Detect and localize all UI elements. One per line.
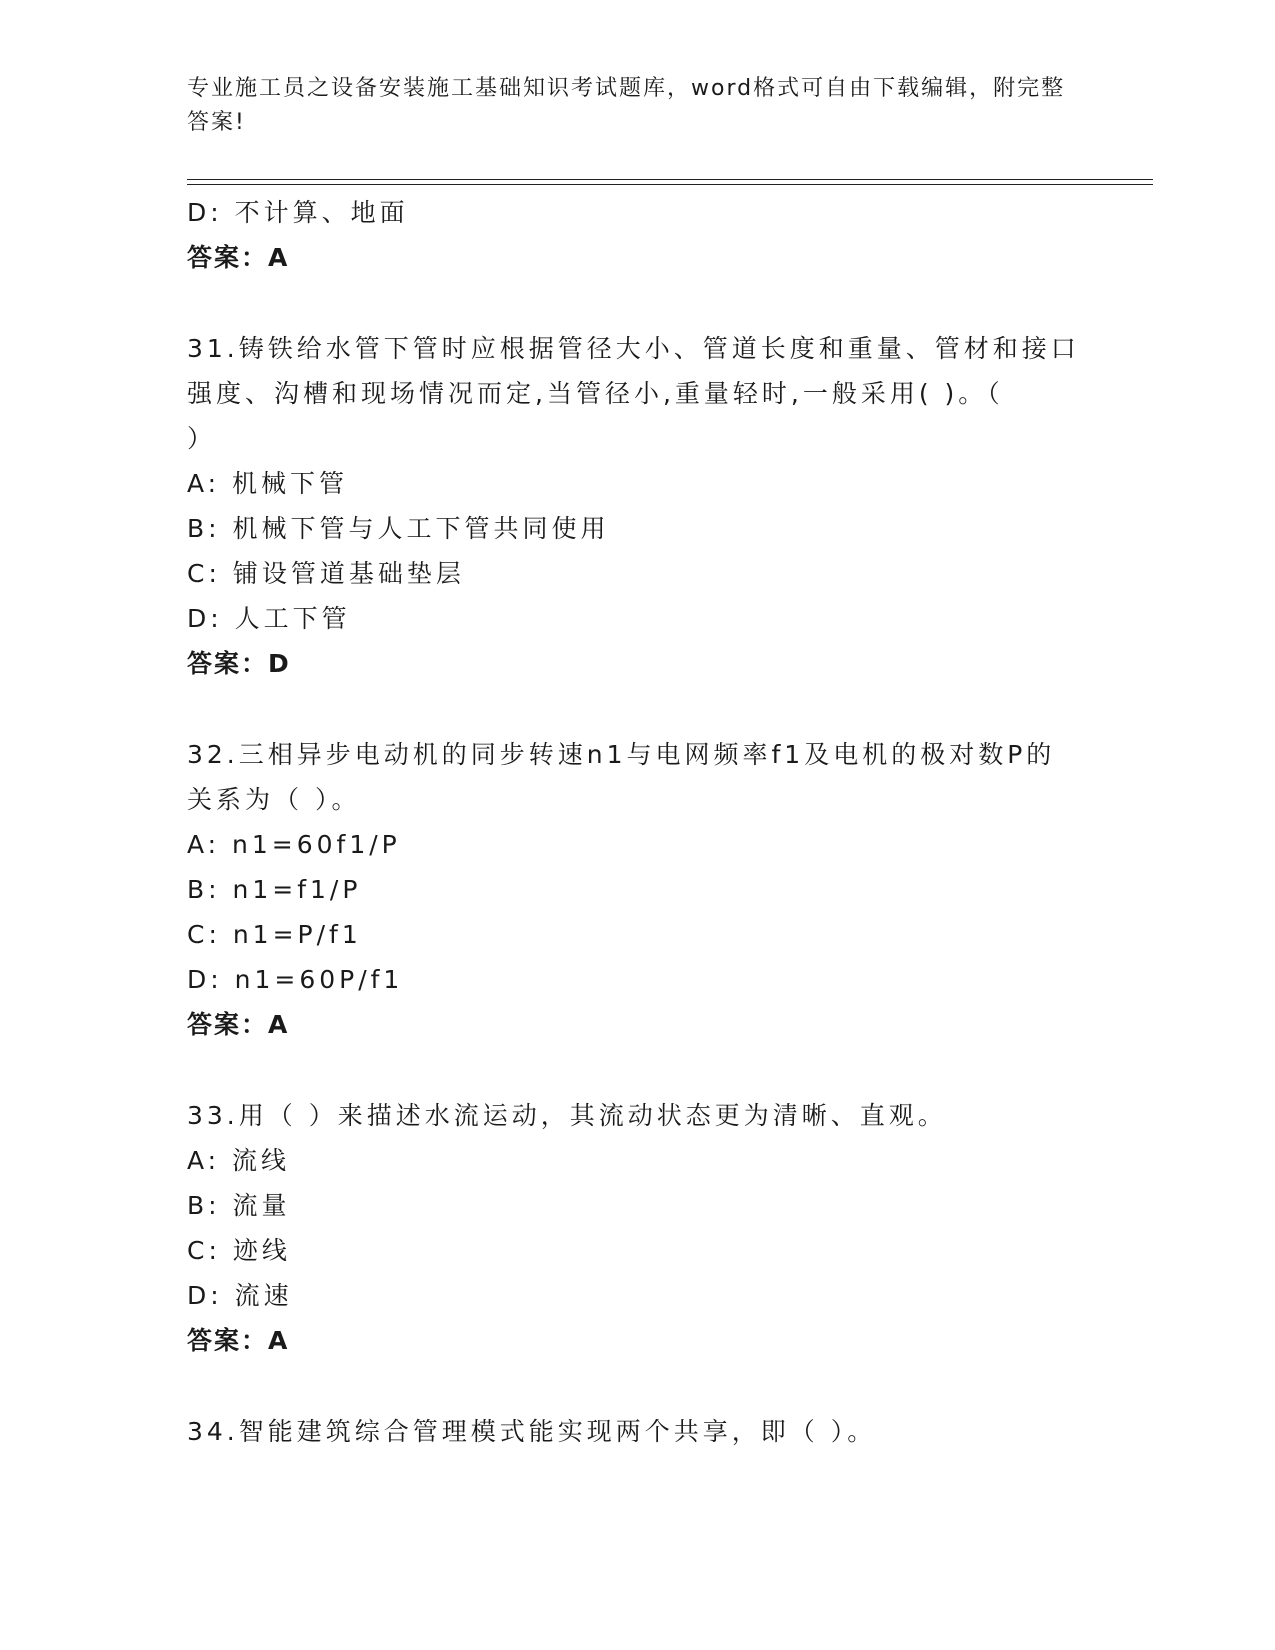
question-33: [187, 1093, 1087, 1363]
option-c: C: 铺设管道基础垫层: [187, 559, 465, 588]
option-b: B: 机械下管与人工下管共同使用: [187, 514, 610, 543]
question-31: [187, 326, 1087, 686]
question-stem-line: 31.铸铁给水管下管时应根据管径大小、管道长度和重量、管材和接口: [187, 334, 1080, 363]
answer: 答案：A: [187, 243, 290, 272]
question-stem-line: 关系为（ ）。: [187, 785, 361, 814]
answer: 答案：A: [187, 1326, 290, 1355]
option-d: D: 人工下管: [187, 604, 351, 633]
document-header: [187, 72, 1087, 140]
option-b: B: 流量: [187, 1191, 291, 1220]
option-a: A: 流线: [187, 1146, 291, 1175]
option-a: A: n1=60f1/P: [187, 830, 401, 859]
question-34: [187, 1409, 1087, 1454]
option-c: C: n1=P/f1: [187, 920, 362, 949]
answer: 答案：D: [187, 649, 291, 678]
document-body: [187, 190, 1087, 1454]
option-c: C: 迹线: [187, 1236, 291, 1265]
header-divider-bottom: [187, 184, 1153, 185]
option-d: D: n1=60P/f1: [187, 965, 404, 994]
answer: 答案：A: [187, 1010, 290, 1039]
question-stem-line: 32.三相异步电动机的同步转速n1与电网频率f1及电机的极对数P的: [187, 740, 1056, 769]
question-stem-line: ）: [187, 424, 217, 453]
question-stem-line: 强度、沟槽和现场情况而定,当管径小,重量轻时,一般采用( )。（: [187, 379, 1004, 408]
option-b: B: n1=f1/P: [187, 875, 362, 904]
header-divider-top: [187, 179, 1153, 180]
question-stem-line: 34.智能建筑综合管理模式能实现两个共享，即（ ）。: [187, 1417, 877, 1446]
question-30-fragment: [187, 190, 1087, 280]
option-a: A: 机械下管: [187, 469, 349, 498]
option-d: D: 流速: [187, 1281, 293, 1310]
question-32: [187, 732, 1087, 1047]
question-stem-line: 33.用（ ）来描述水流运动，其流动状态更为清晰、直观。: [187, 1101, 947, 1130]
option-d: D: 不计算、地面: [187, 198, 409, 227]
header-title: 专业施工员之设备安装施工基础知识考试题库，word格式可自由下载编辑，附完整答案!: [187, 76, 1066, 135]
